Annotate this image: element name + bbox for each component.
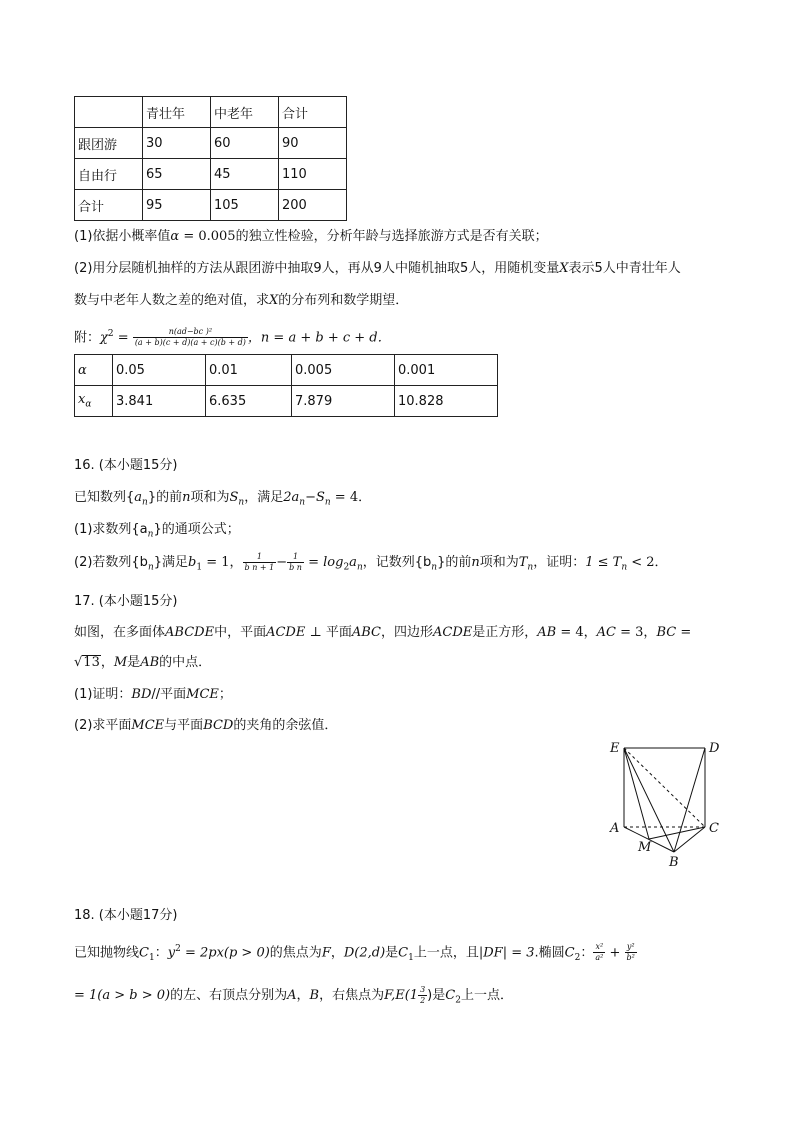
edge-db (674, 748, 705, 852)
vertex-label-b: B (669, 855, 679, 870)
table-cell: 7.879 (292, 386, 395, 417)
table-header-cell (75, 97, 143, 128)
table-cell: α (75, 355, 113, 386)
table-cell: 0.005 (292, 355, 395, 386)
q15-part2-line2: 数与中老年人数之差的绝对值，求X的分布列和数学期望． (74, 293, 409, 308)
table-header-cell: 中老年 (211, 97, 279, 128)
table-cell: 合计 (75, 190, 143, 221)
chi-square-fraction: $\frac{\text{n(ad−bc )²}}{(a + b)(c + d)(a + c)(b + d)}$ (134, 327, 246, 348)
edge-mc (649, 827, 705, 839)
table-header-cell: 合计 (279, 97, 347, 128)
table-cell: 105 (211, 190, 279, 221)
fraction: $\frac{\text{y²}}{\text{b²}}$ (626, 942, 635, 963)
table-cell: 65 (143, 159, 211, 190)
table-cell: 0.05 (113, 355, 206, 386)
edge-eb (624, 748, 674, 852)
q18-title: 18. (本小题17分) (74, 908, 178, 923)
contingency-table (74, 96, 347, 221)
edge-em (624, 748, 649, 839)
q15-part2-line1: (2)用分层随机抽样的方法从跟团游中抽取9人，再从9人中随机抽取5人，用随机变量X表示5人中青壮年人 (74, 261, 681, 276)
table-cell: 跟团游 (75, 128, 143, 159)
table-cell: 30 (143, 128, 211, 159)
q17-part2: (2)求平面MCE与平面BCD的夹角的余弦值． (74, 718, 338, 733)
polyhedron-figure (600, 735, 730, 870)
vertex-label-d: D (709, 741, 720, 756)
fraction: $\frac{\text{x²}}{\text{a²}}$ (595, 942, 604, 963)
q16-title: 16. (本小题15分) (74, 458, 178, 473)
table-cell: 10.828 (395, 386, 498, 417)
table-cell: 95 (143, 190, 211, 221)
table-header-cell: 青壮年 (143, 97, 211, 128)
fraction: $\frac{1}{\text{b n}}$ (289, 552, 302, 572)
q16-line1: 已知数列$\{a_n\}$的前n项和为$S_n$，满足$2a_n-S_n = 4$． (74, 490, 372, 508)
table-cell: 3.841 (113, 386, 206, 417)
vertex-label-m: M (638, 840, 652, 855)
vertex-label-e: E (610, 741, 620, 756)
q16-part1: (1)求数列$\{a_n\}$的通项公式； (74, 522, 240, 540)
table-cell: 0.01 (206, 355, 292, 386)
q17-title: 17. (本小题15分) (74, 594, 178, 609)
fraction: $\frac{1}{\text{b n + 1}}$ (244, 552, 275, 572)
q15-part1: (1)依据小概率值α = 0.005的独立性检验，分析年龄与选择旅游方式是否有关联； (74, 229, 548, 244)
q17-line2: √13，M是AB的中点． (74, 655, 212, 670)
q18-line1: 已知抛物线$C_1$：$y^2 = 2px(p > 0)$的焦点为F，D(2,d)是$C_1$上一点，且|DF| = 3.椭圆$C_2$： $\frac{\text{x²}}{\text{a²}}$ + $\frac{\text{y²}}{\text{b²}}$ (74, 942, 635, 963)
table-cell: 0.001 (395, 355, 498, 386)
q15-formula: 附：$\chi^2$ = $\frac{\text{n(ad−bc )²}}{(a + b)(c + d)(a + c)(b + d)}$ ，n = a + b + c + d． (74, 327, 391, 348)
q17-line1: 如图，在多面体ABCDE中，平面ACDE ⊥ 平面ABC，四边形ACDE是正方形，AB = 4，AC = 3，BC = (74, 625, 692, 640)
q17-part1: (1)证明：BD//平面MCE； (74, 687, 232, 702)
q18-line2: = 1(a > b > 0)的左、右顶点分别为A，B，右焦点为F,E(1 $\frac{3}{2}$ )是$C_2$上一点． (74, 985, 513, 1006)
table-cell: 自由行 (75, 159, 143, 190)
table-cell: 6.635 (206, 386, 292, 417)
table-cell: 110 (279, 159, 347, 190)
table-cell: 200 (279, 190, 347, 221)
table-cell: 45 (211, 159, 279, 190)
critical-value-table (74, 354, 498, 417)
vertex-label-c: C (709, 821, 719, 836)
table-cell: $x_\alpha$ (75, 386, 113, 417)
fraction: $\frac{3}{2}$ (420, 985, 426, 1005)
table-cell: 90 (279, 128, 347, 159)
q16-part2: (2)若数列$\{b_n\}$满足$b_1 = 1$， $\frac{1}{\text{b n + 1}}$ − $\frac{1}{\text{b n}}$ = $\log_2a_n$，记数列$\{b_n\}$的前n项和为$T_n$，证明：$1 \le T_n < 2$． (74, 552, 668, 573)
vertex-label-a: A (610, 821, 620, 836)
table-cell: 60 (211, 128, 279, 159)
